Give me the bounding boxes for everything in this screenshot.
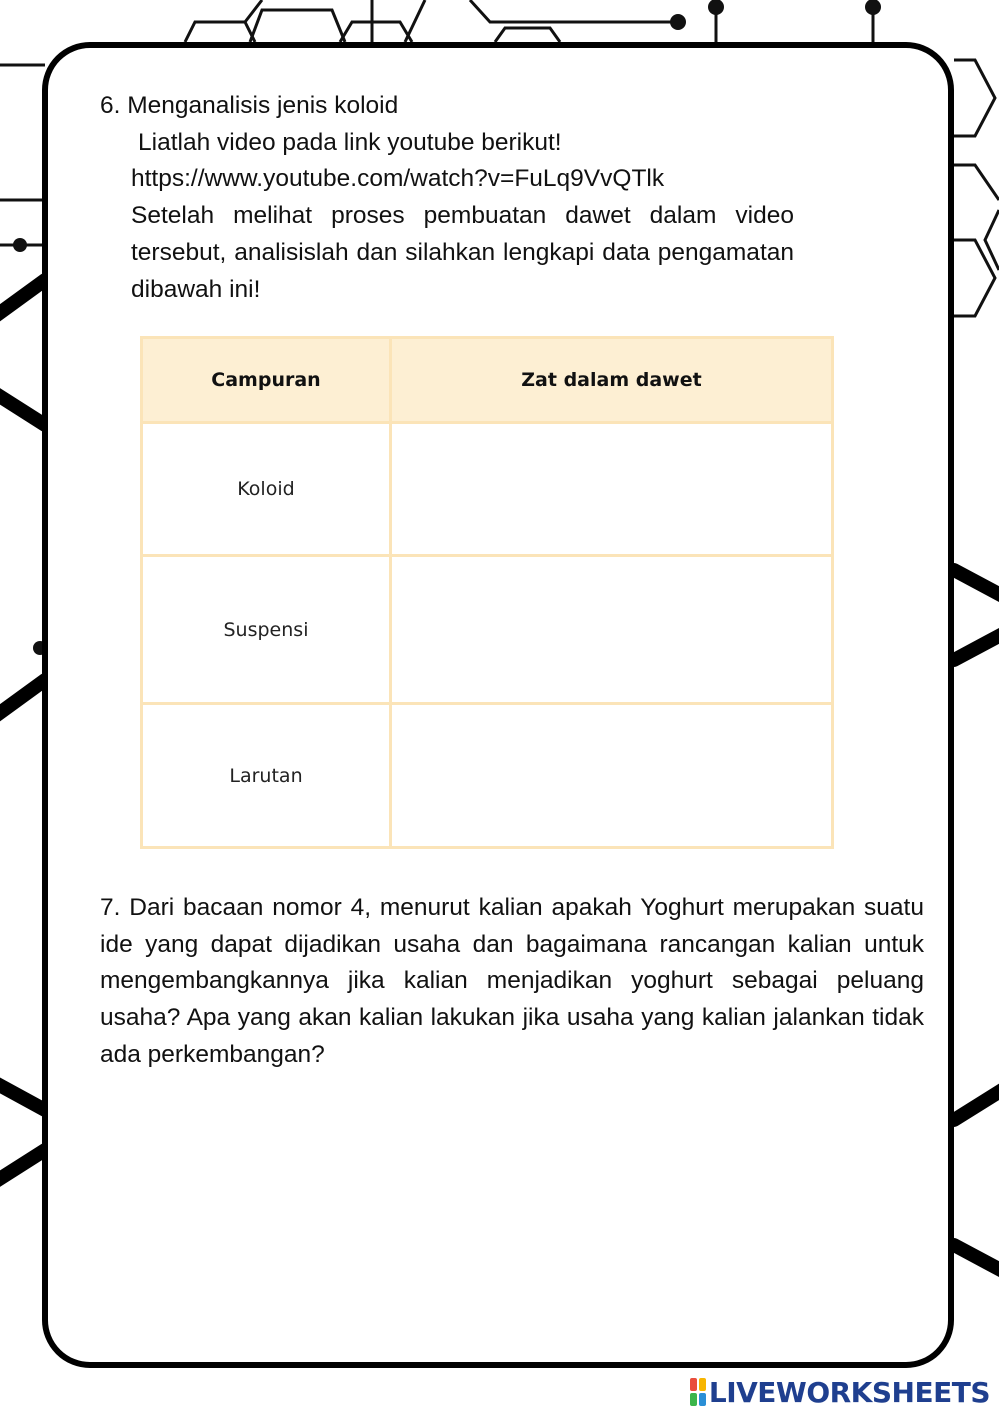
row-label-larutan: Larutan [142,704,391,848]
question-6-body: Setelah melihat proses pembuatan dawet dalam video tersebut, analisislah dan silahkan lengkapi data pengamatan dibawah ini! [131,202,794,303]
question-7: 7. Dari bacaan nomor 4, menurut kalian apakah Yoghurt merupakan suatu ide yang dapat dijadikan usaha dan bagaimana rancangan kalian untuk mengembangkannya jika kalian menjadikan yoghurt sebagai peluang usaha? Apa yang akan kalian lakukan jika usaha yang kalian jalankan tidak ada perkembangan? [100,894,924,1068]
table-row [142,556,833,704]
liveworksheets-watermark [690,1372,990,1412]
header-campuran: Campuran [142,338,391,423]
answer-cell-larutan[interactable] [391,704,833,848]
liveworksheets-logo-icon [690,1378,706,1406]
answer-cell-koloid[interactable] [391,423,833,556]
header-zat-dalam-dawet: Zat dalam dawet [391,338,833,423]
youtube-link[interactable]: https://www.youtube.com/watch?v=FuLq9VvQTlk [131,165,665,193]
table-row [142,423,833,556]
row-label-suspensi: Suspensi [142,556,391,704]
question-6-instruction: Liatlah video pada link youtube berikut! [138,128,562,156]
brand-name: LIVEWORKSHEETS [708,1375,990,1409]
question-6-title: 6. Menganalisis jenis koloid [100,92,399,119]
table-header-row [142,338,833,423]
answer-cell-suspensi[interactable] [391,556,833,704]
question-6 [100,88,794,308]
table-row [142,704,833,848]
row-label-koloid: Koloid [142,423,391,556]
observation-table [140,336,834,849]
